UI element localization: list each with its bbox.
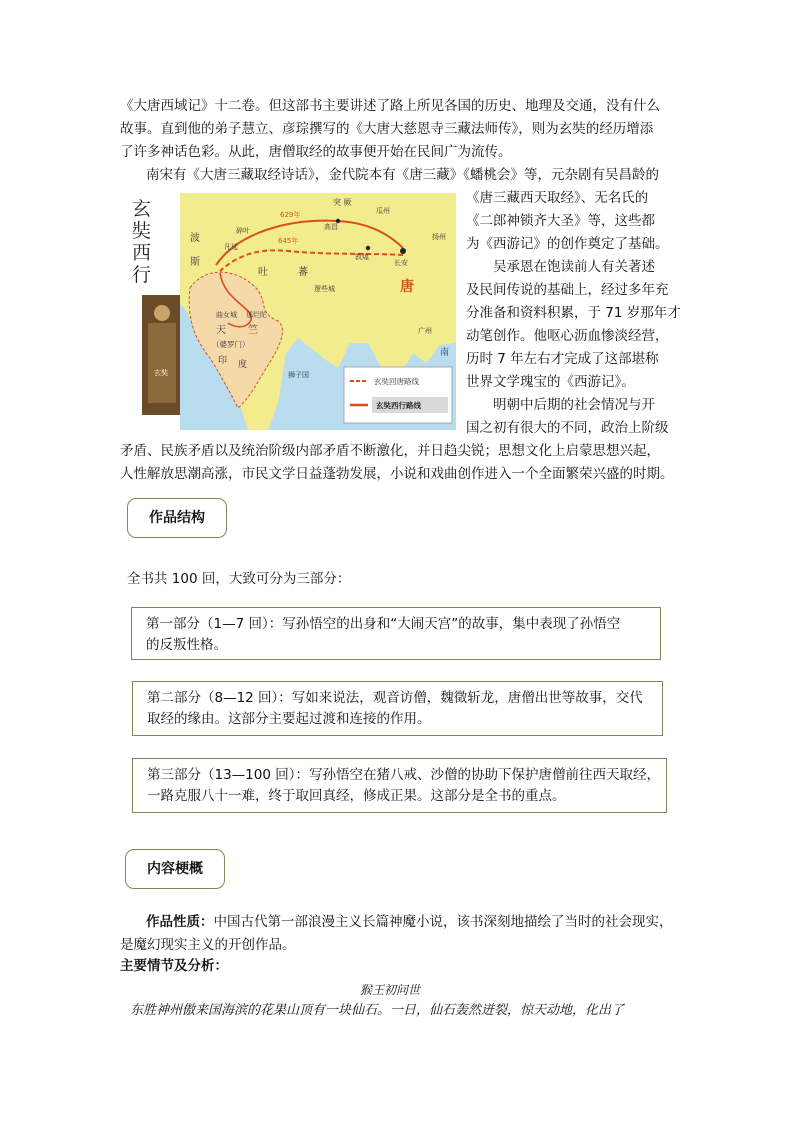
label-shizi: 狮子国 (288, 371, 309, 379)
label-nalanda: 那烂陀 (246, 311, 267, 319)
side-title-1: 玄 (132, 198, 152, 220)
dunhuang-marker (366, 246, 370, 250)
part-2-line-1: 第二部分（8—12 回）：写如来说法，观音访僧，魏徵斩龙，唐僧出世等故事，交代 (147, 690, 643, 706)
right-line-1: 《唐三藏西天取经》、无名氏的 (466, 190, 649, 206)
right-line-11: 国之初有很大的不同，政治上阶级 (466, 420, 669, 436)
right-line-6: 分准备和资料积累，于 71 岁那年才 (466, 305, 681, 321)
right-line-7: 动笔创作。他呕心沥血惨淡经营， (466, 328, 669, 344)
nature-line-1 (146, 912, 673, 932)
legend-west-label: 玄奘西行路线 (376, 401, 421, 410)
label-bo: 波 (190, 233, 200, 244)
label-gaochang: 高昌 (324, 223, 338, 231)
intro-line-3: 了许多神话色彩。从此，唐僧取经的故事便开始在民间广为流传。 (120, 144, 512, 160)
map-legend (344, 367, 452, 423)
label-du: 度 (238, 360, 248, 370)
full-line-1: 矛盾、民族矛盾以及统治阶级内部矛盾不断激化，并日趋尖锐；思想文化上启蒙思想兴起， (120, 443, 660, 459)
part-2-line-2: 取经的缘由。这部分主要起过渡和连接的作用。 (147, 711, 431, 727)
label-nan: 南 (440, 348, 450, 358)
label-tujue: 突 厥 (333, 198, 352, 207)
plot-label: 主要情节及分析： (120, 958, 228, 974)
nature-text-1: 中国古代第一部浪漫主义长篇神魔小说，该书深刻地描绘了当时的社会现实， (213, 914, 673, 930)
label-yangzhou: 扬州 (432, 233, 446, 241)
xuanzang-head (154, 305, 170, 321)
legend-return-label: 玄奘回唐路线 (374, 377, 419, 386)
part-1-line-1: 第一部分（1—7 回）：写孙悟空的出身和“大闹天宫”的故事，集中表现了孙悟空 (146, 616, 621, 632)
label-guangzhou: 广州 (418, 327, 432, 335)
part-3-line-2: 一路克服八十一难，终于取回真经，修成正果。这部分是全书的重点。 (147, 788, 566, 804)
label-guazhou: 瓜州 (376, 207, 390, 215)
nature-line-2: 是魔幻现实主义的开创作品。 (120, 937, 296, 953)
section-heading-summary: 内容梗概 (125, 849, 225, 889)
label-poluomen: （婆罗门） (212, 340, 250, 349)
right-line-2: 《二郎神锁齐大圣》等，这些都 (466, 213, 655, 229)
xuanzang-robe (148, 323, 176, 403)
label-645: 645年 (278, 237, 299, 245)
changan-marker (400, 248, 406, 254)
label-si: 斯 (190, 257, 200, 268)
intro-line-2: 故事。直到他的弟子慧立、彦琮撰写的《大唐大慈恩寺三藏法师传》，则为玄奘的经历增添 (120, 121, 654, 137)
nature-label: 作品性质： (146, 914, 214, 930)
label-zhu: 竺 (248, 325, 258, 336)
label-suiye: 碎叶 (236, 227, 250, 235)
right-line-10: 明朝中后期的社会情况与开 (493, 397, 655, 413)
label-tu: 吐 (258, 267, 268, 278)
xuanzang-route-map (128, 193, 456, 430)
label-fan: 蕃 (298, 267, 308, 278)
part-box-1 (131, 607, 661, 660)
label-629: 629年 (280, 211, 301, 219)
chapter-text: 东胜神州傲来国海滨的花果山顶有一块仙石。一日，仙石轰然迸裂，惊天动地，化出了 (130, 1003, 625, 1018)
intro-line-4: 南宋有《大唐三藏取经诗话》，金代院本有《唐三藏》《蟠桃会》等，元杂剧有吴昌龄的 (146, 167, 659, 183)
chapter-title: 猴王初问世 (360, 983, 421, 997)
label-luoxie: 逻些城 (314, 285, 335, 293)
side-title-4: 行 (132, 264, 152, 286)
label-changan: 长安 (394, 259, 408, 267)
right-line-8: 历时 7 年左右才完成了这部堪称 (466, 351, 659, 367)
label-yin: 印 (218, 356, 228, 366)
section-heading-structure: 作品结构 (127, 498, 227, 538)
part-3-line-1: 第三部分（13—100 回）：写孙悟空在猪八戒、沙僧的协助下保护唐僧前往西天取经， (147, 767, 660, 783)
right-line-3: 为《西游记》的创作奠定了基础。 (466, 236, 669, 252)
label-xuanzang-figure: 玄奘 (154, 369, 168, 377)
structure-lead: 全书共 100 回，大致可分为三部分： (127, 571, 351, 587)
intro-line-1: 《大唐西域记》十二卷。但这部书主要讲述了路上所见各国的历史、地理及交通，没有什么 (120, 98, 660, 114)
part-box-2 (132, 681, 663, 736)
part-1-line-2: 的反叛性格。 (146, 637, 227, 653)
label-tianzhu: 天 (216, 325, 226, 336)
right-line-9: 世界文学瑰宝的《西游记》。 (466, 374, 635, 390)
right-line-5: 及民间传说的基础上，经过多年充 (466, 282, 669, 298)
label-tang: 唐 (400, 279, 414, 295)
right-line-4: 吴承恩在饱读前人有关著述 (493, 259, 655, 275)
full-line-2: 人性解放思潮高涨，市民文学日益蓬勃发展，小说和戏曲创作进入一个全面繁荣兴盛的时期。 (120, 466, 674, 482)
label-qunvcheng: 曲女城 (216, 311, 237, 319)
part-box-3 (132, 758, 667, 813)
side-title-3: 西 (132, 242, 152, 264)
label-fanyan: 凡延 (224, 243, 238, 251)
side-title-2: 奘 (132, 220, 152, 242)
label-dunhuang: 敦煌 (355, 253, 369, 261)
